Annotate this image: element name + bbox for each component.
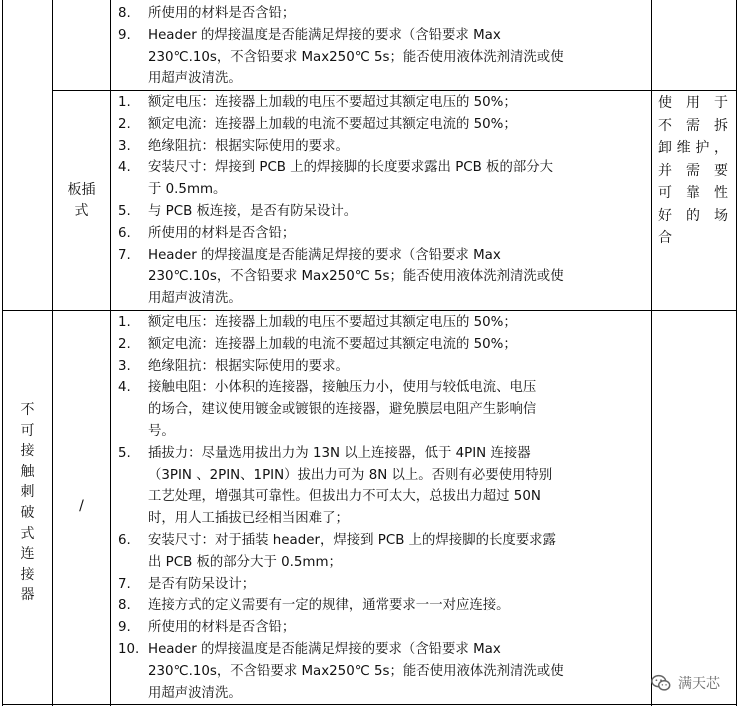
list-item: 1. 额定电压：连接器上加载的电压不要超过其额定电压的 50%；	[118, 95, 517, 110]
list-item: 9. 所使用的材料是否含铅；	[118, 620, 296, 636]
list-item: 2. 额定电流：连接器上加载的电流不要超过其额定电流的 50%；	[118, 336, 517, 352]
requirement-list-noncontact	[112, 312, 650, 704]
list-item: 6. 所使用的材料是否含铅；	[118, 225, 296, 241]
requirement-list-top	[112, 3, 650, 90]
usage-note-board: 使 用 于 不 需 拆 卸维护， 并 需 要 可 靠 性 好 的 场 合	[658, 95, 728, 246]
list-item: 3. 绝缘阻抗：根据实际使用的要求。	[118, 138, 349, 154]
table-border-right	[736, 0, 737, 706]
requirement-list-board	[112, 92, 650, 310]
list-item: 3. 绝缘阻抗：根据实际使用的要求。	[118, 358, 349, 374]
table-divider-col2	[110, 0, 111, 706]
wechat-icon	[650, 672, 672, 694]
type-label-board: 板插 式	[67, 182, 96, 219]
category-label-noncontact: 不 可 接 触 刺 破 式 连 接 器	[20, 402, 35, 604]
list-item: 7. Header 的焊接温度是否能满足焊接的要求（含铅要求 Max 230℃.10s，不含铅要求 Max250℃ 5s；能否使用液体洗剂清洗或使 用超声波清洗。	[118, 247, 564, 307]
list-item: 5. 与 PCB 板连接，是否有防呆设计。	[118, 203, 358, 219]
watermark	[650, 672, 720, 694]
list-item: 2. 额定电流：连接器上加载的电流不要超过其额定电流的 50%；	[118, 116, 517, 132]
row-divider-2	[2, 310, 737, 311]
list-item: 9. Header 的焊接温度是否能满足焊接的要求（含铅要求 Max 230℃.10s，不含铅要求 Max250℃ 5s；能否使用液体洗剂清洗或使 用超声波清洗。	[118, 27, 564, 87]
list-item: 5. 插拔力：尽量选用拔出力为 13N 以上连接器，低于 4PIN 连接器 （3PIN 、2PIN、1PIN）拔出力可为 8N 以上。否则有必要使用特别 工艺处理，增强其可靠性。但拔出力不可太大，总拔出力超过 50N 时，用人工插拔已经相当困难了；	[118, 445, 553, 527]
watermark-text: 满天芯	[678, 676, 720, 692]
table-divider-col1	[52, 0, 53, 706]
list-item: 4. 接触电阻：小体积的连接器，接触压力小，使用与较低电流、电压 的场合，建议使用镀金或镀银的连接器，避免膜层电阻产生影响信 号。	[118, 380, 537, 439]
list-item: 4. 安装尺寸：焊接到 PCB 上的焊接脚的长度要求露出 PCB 板的部分大 于 0.5mm。	[118, 160, 554, 198]
list-item: 6. 安装尺寸：对于插装 header，焊接到 PCB 上的焊接脚的长度要求露 出 PCB 板的部分大于 0.5mm；	[118, 532, 556, 570]
table-divider-col3	[651, 0, 652, 706]
list-item: 7. 是否有防呆设计；	[118, 576, 256, 592]
list-item: 8. 连接方式的定义需要有一定的规律，通常要求一一对应连接。	[118, 598, 510, 614]
list-item: 1. 额定电压：连接器上加载的电压不要超过其额定电压的 50%；	[118, 315, 517, 330]
list-item: 8. 所使用的材料是否含铅；	[118, 6, 296, 21]
type-label-noncontact: /	[79, 498, 84, 514]
list-item: 10. Header 的焊接温度是否能满足焊接的要求（含铅要求 Max 230℃.10s，不含铅要求 Max250℃ 5s；能否使用液体洗剂清洗或使 用超声波清洗。	[118, 641, 564, 701]
